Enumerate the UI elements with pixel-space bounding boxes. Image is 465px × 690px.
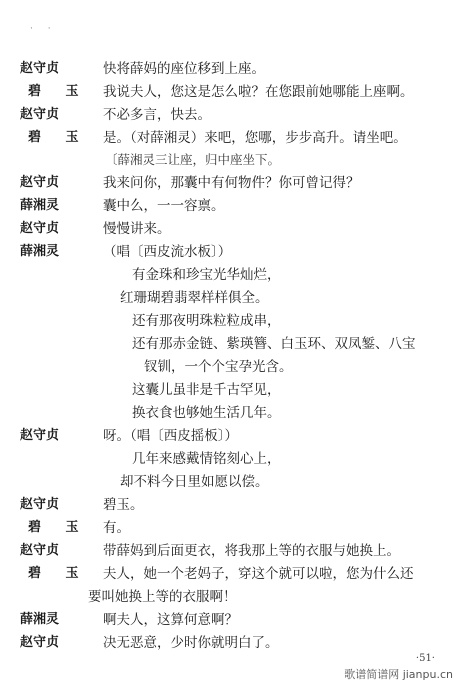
line-text: 〔薛湘灵三让座，归中座坐下。 [105,152,281,167]
line-text: 我来问你，那囊中有何物件？你可曾记得？ [103,175,360,191]
line-text: 快将薛妈的座位移到上座。 [103,61,265,77]
speaker-name: 赵守贞 [20,61,60,76]
speaker-name: 赵守贞 [20,175,60,190]
page-number: ·51· [415,653,435,664]
line-text: 还有那赤金链、紫瑛簪、白玉环、双凤錾、八宝 [132,336,416,352]
speaker-name: 碧 玉 [28,566,89,581]
line-text: 囊中么，一一容禀。 [103,198,225,214]
header-marks: · · [30,24,57,34]
dialogue-line [0,425,465,447]
dialogue-line [0,195,465,217]
line-text: 慢慢讲来。 [103,221,171,237]
line-text: （唱〔西皮流水板〕） [103,244,232,260]
line-text: 这囊儿虽非是千古罕见， [132,382,281,398]
verse-line [0,264,465,286]
dialogue-line [0,81,465,103]
line-text: 还有那夜明珠粒粒成串， [132,313,281,329]
dialogue-line [0,540,465,562]
dialogue-line [0,58,465,80]
line-text: 红珊瑚碧翡翠样样俱全。 [120,290,269,306]
dialogue-line [0,609,465,631]
dialogue-line [0,563,465,585]
speaker-name: 赵守贞 [20,428,60,443]
speaker-name: 赵守贞 [20,221,60,236]
line-text: 几年来感戴情铭刻心上， [132,451,281,467]
line-text: 夫人，她一个老妈子，穿这个就可以啦，您为什么还 [103,566,414,582]
line-text: 呀。（唱〔西皮摇板〕） [103,428,238,444]
dialogue-line [0,127,465,149]
line-text: 不必多言，快去。 [103,107,211,123]
speaker-name: 赵守贞 [20,543,60,558]
speaker-name: 赵守贞 [20,107,60,122]
line-text: 是。（对薛湘灵）来吧，您哪，步步高升。请坐吧。 [103,130,407,146]
line-text: 有金珠和珍宝光华灿烂， [132,267,281,283]
line-text: 钗钏，一个个宝孕光含。 [144,359,293,375]
speaker-name: 赵守贞 [20,635,60,650]
verse-line [0,310,465,332]
speaker-name: 碧 玉 [28,520,89,535]
verse-line [0,333,465,355]
line-text: 啊夫人，这算何意啊？ [103,612,238,628]
speaker-name: 碧 玉 [28,84,89,99]
line-text: 有。 [103,520,130,536]
dialogue-line [0,494,465,516]
verse-line [0,448,465,470]
dialogue-line [0,104,465,126]
dialogue-line [0,517,465,539]
speaker-name: 薛湘灵 [20,244,60,259]
line-text: 却不料今日里如愿以偿。 [120,474,269,490]
verse-line [0,379,465,401]
speaker-name: 赵守贞 [20,497,60,512]
verse-line [0,471,465,493]
line-text: 决无恶意，少时你就明白了。 [103,635,279,651]
verse-line [0,402,465,424]
stage-direction [0,149,465,171]
line-text: 我说夫人，您这是怎么啦？在您跟前她哪能上座啊。 [103,84,414,100]
line-text: 碧玉。 [103,497,144,513]
dialogue-line [0,632,465,654]
line-text: 带薛妈到后面更衣，将我那上等的衣服与她换上。 [103,543,400,559]
speaker-name: 薛湘灵 [20,612,60,627]
line-text: 要叫她换上等的衣服啊！ [88,589,237,605]
dialogue-line [0,218,465,240]
verse-line [0,287,465,309]
line-text: 换衣食也够她生活几年。 [132,405,281,421]
verse-line [0,356,465,378]
dialogue-line [0,241,465,263]
dialogue-line [0,172,465,194]
watermark: 歌谱简谱网 jianpu.cn [344,668,453,681]
speaker-name: 薛湘灵 [20,198,60,213]
continuation-line [0,586,465,608]
speaker-name: 碧 玉 [28,130,89,145]
